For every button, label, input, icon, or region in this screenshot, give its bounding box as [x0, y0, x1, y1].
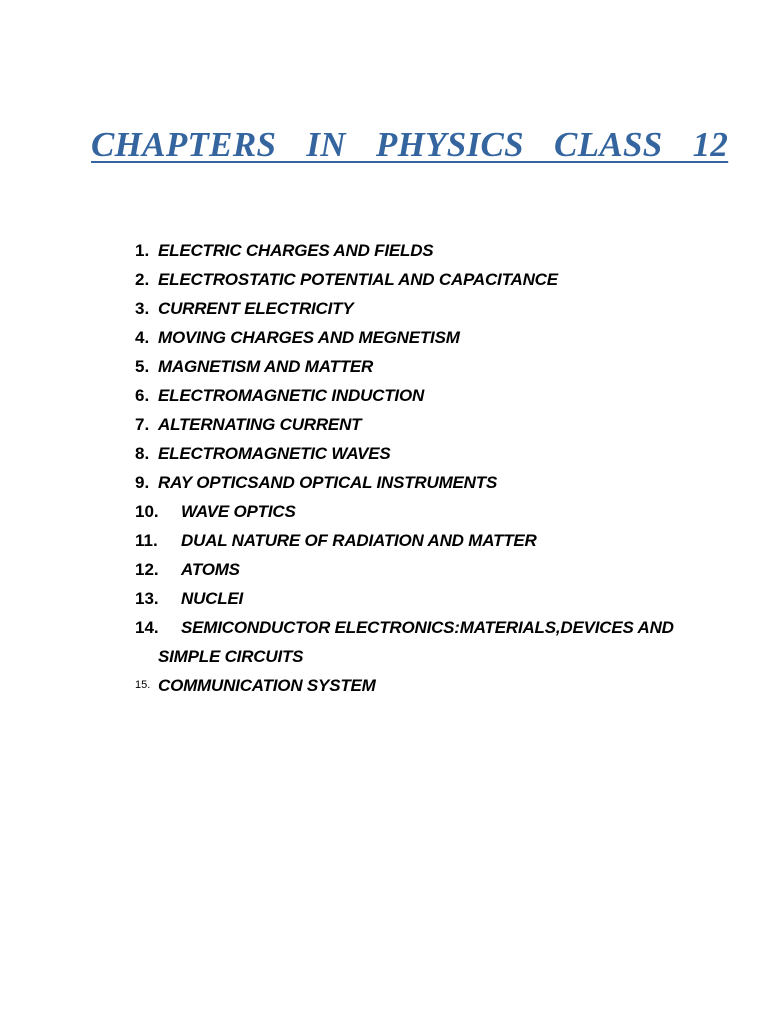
chapter-title: NUCLEI — [181, 589, 244, 608]
chapter-title: MAGNETISM AND MATTER — [158, 357, 374, 376]
chapter-title: ATOMS — [181, 560, 240, 579]
list-item — [0, 555, 768, 584]
chapter-title: ELECTROMAGNETIC INDUCTION — [158, 386, 425, 405]
page-title: CHAPTERS IN PHYSICS CLASS 12 — [91, 125, 729, 164]
chapter-number: 13. — [135, 589, 159, 608]
chapter-number: 9. — [135, 473, 150, 492]
chapter-number: 11. — [135, 531, 158, 550]
chapter-number: 14. — [135, 618, 159, 637]
list-item — [0, 671, 768, 700]
chapter-title: DUAL NATURE OF RADIATION AND MATTER — [181, 531, 537, 550]
list-item — [0, 265, 768, 294]
chapter-number: 10. — [135, 502, 159, 521]
chapter-title: SEMICONDUCTOR ELECTRONICS:MATERIALS,DEVICES AND SIMPLE CIRCUITS — [158, 618, 674, 666]
list-item — [0, 236, 768, 265]
list-item — [0, 584, 768, 613]
chapter-title: ELECTROMAGNETIC WAVES — [158, 444, 391, 463]
list-item — [0, 323, 768, 352]
chapter-number: 4. — [135, 328, 150, 347]
list-item — [0, 497, 768, 526]
chapter-number: 6. — [135, 386, 150, 405]
chapter-list — [0, 236, 768, 700]
chapter-number: 15. — [135, 679, 151, 691]
chapter-title: MOVING CHARGES AND MEGNETISM — [158, 328, 460, 347]
chapter-title: ELECTRIC CHARGES AND FIELDS — [158, 241, 434, 260]
list-item — [0, 439, 768, 468]
chapter-number: 8. — [135, 444, 150, 463]
chapter-number: 7. — [135, 415, 150, 434]
list-item — [0, 526, 768, 555]
chapter-title: ALTERNATING CURRENT — [158, 415, 362, 434]
list-item — [0, 381, 768, 410]
chapter-number: 5. — [135, 357, 150, 376]
chapter-title: COMMUNICATION SYSTEM — [158, 676, 376, 695]
chapter-number: 3. — [135, 299, 150, 318]
chapter-title: CURRENT ELECTRICITY — [158, 299, 354, 318]
chapter-title: RAY OPTICSAND OPTICAL INSTRUMENTS — [158, 473, 498, 492]
chapter-number: 2. — [135, 270, 150, 289]
chapter-title: WAVE OPTICS — [181, 502, 296, 521]
chapter-number: 12. — [135, 560, 159, 579]
list-item — [0, 294, 768, 323]
chapter-number: 1. — [135, 241, 150, 260]
list-item — [0, 410, 768, 439]
list-item — [0, 468, 768, 497]
list-item — [0, 352, 768, 381]
list-item — [0, 613, 768, 671]
chapter-title: ELECTROSTATIC POTENTIAL AND CAPACITANCE — [158, 270, 558, 289]
